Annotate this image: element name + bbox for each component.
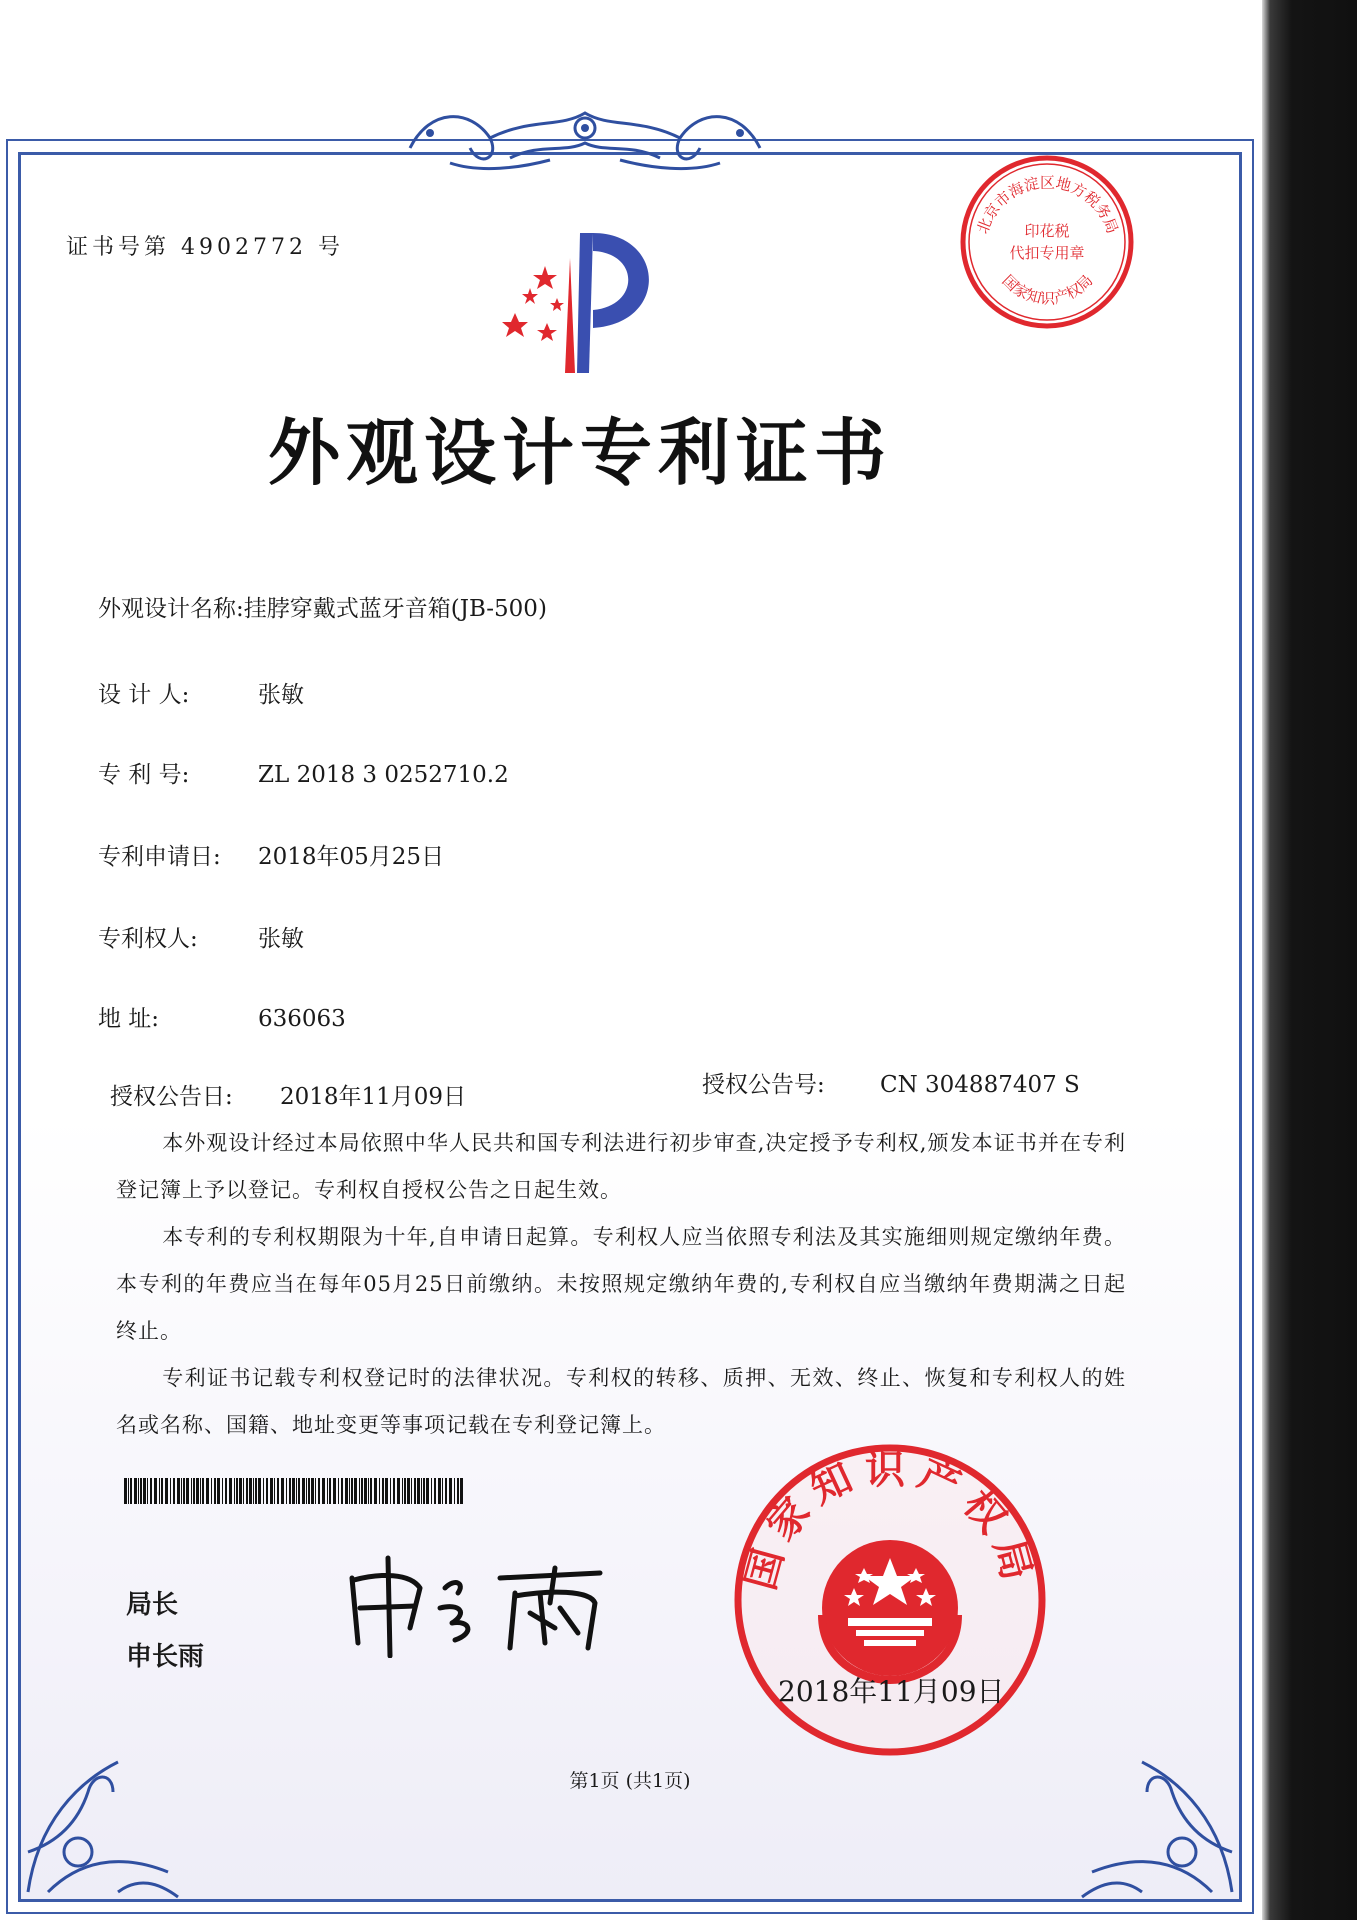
design-name-row <box>98 590 547 623</box>
designer-label: 设 计 人: <box>98 682 190 708</box>
patent-number-value: ZL 2018 3 0252710.2 <box>258 762 509 788</box>
tax-stamp-bottom-text: 国家知识产权局 <box>998 271 1097 308</box>
corner-ornament-icon <box>18 1702 198 1902</box>
body-paragraph: 本专利的专利权期限为十年,自申请日起算。专利权人应当依照专利法及其实施细则规定缴纳年费。本专利的年费应当在每年05月25日前缴纳。未按照规定缴纳年费的,专利权自应当缴纳年费期满之日起终止。 <box>116 1225 1126 1343</box>
publication-number-label: 授权公告号: <box>702 1072 825 1098</box>
cnipa-logo-icon <box>485 218 695 378</box>
publication-number-value: CN 304887407 S <box>880 1072 1080 1098</box>
svg-text:国家知识产权局 <box>999 271 1097 307</box>
designer-row <box>98 676 304 709</box>
certificate-number-suffix: 号 <box>318 235 345 260</box>
address-row <box>98 1000 346 1033</box>
address-value: 636063 <box>258 1006 346 1032</box>
application-date-label: 专利申请日: <box>98 844 221 870</box>
corner-ornament-icon <box>1062 1702 1242 1902</box>
certificate-body <box>116 1120 1126 1449</box>
certificate-number-label: 证书号第 <box>66 235 171 260</box>
patent-holder-row <box>98 920 304 953</box>
official-seal-date: 2018年11月09日 <box>778 1675 1005 1708</box>
official-seal-text: 国家知识产权局 <box>737 1447 1043 1595</box>
grant-date-row <box>110 1078 466 1111</box>
address-label: 地 址: <box>98 1006 160 1032</box>
national-emblem-icon <box>822 1540 958 1680</box>
official-seal-icon <box>730 1440 1050 1760</box>
barcode-icon <box>124 1478 464 1504</box>
publication-number-row <box>702 1066 1080 1099</box>
patent-number-row <box>98 756 509 789</box>
page-title: 外观设计专利证书 <box>267 411 892 495</box>
grant-date-label: 授权公告日: <box>110 1084 233 1110</box>
top-ornament-icon <box>390 88 780 178</box>
patent-holder-label: 专利权人: <box>98 926 198 952</box>
tax-stamp-outer-text: 北京市海淀区地方税务局 <box>973 173 1122 236</box>
patent-holder-value: 张敏 <box>258 926 304 952</box>
tax-stamp-inner-text-2: 代扣专用章 <box>1009 244 1085 262</box>
certificate-number-value: 4902772 <box>181 235 307 260</box>
application-date-value: 2018年05月25日 <box>258 844 445 870</box>
body-paragraph: 专利证书记载专利权登记时的法律状况。专利权的转移、质押、无效、终止、恢复和专利权人的姓名或名称、国籍、地址变更等事项记载在专利登记簿上。 <box>116 1366 1126 1437</box>
grant-date-value: 2018年11月09日 <box>280 1084 467 1110</box>
director-name: 申长雨 <box>126 1642 205 1672</box>
certificate-number <box>66 230 344 261</box>
body-paragraph: 本外观设计经过本局依照中华人民共和国专利法进行初步审查,决定授予专利权,颁发本证书并在专利登记簿上予以登记。专利权自授权公告之日起生效。 <box>116 1131 1126 1202</box>
patent-number-label: 专 利 号: <box>98 762 190 788</box>
tax-stamp-seal-icon <box>955 150 1140 335</box>
scan-edge-strip <box>1262 0 1357 1920</box>
design-name-label: 外观设计名称: <box>98 596 244 622</box>
director-signature-icon <box>340 1548 640 1658</box>
designer-value: 张敏 <box>258 682 304 708</box>
director-title: 局长 <box>126 1590 179 1620</box>
page-indicator: 第1页 (共1页) <box>569 1770 691 1792</box>
tax-stamp-inner-text-1: 印花税 <box>1024 222 1070 240</box>
application-date-row <box>98 838 444 871</box>
design-name-value: 挂脖穿戴式蓝牙音箱(JB-500) <box>243 596 547 622</box>
